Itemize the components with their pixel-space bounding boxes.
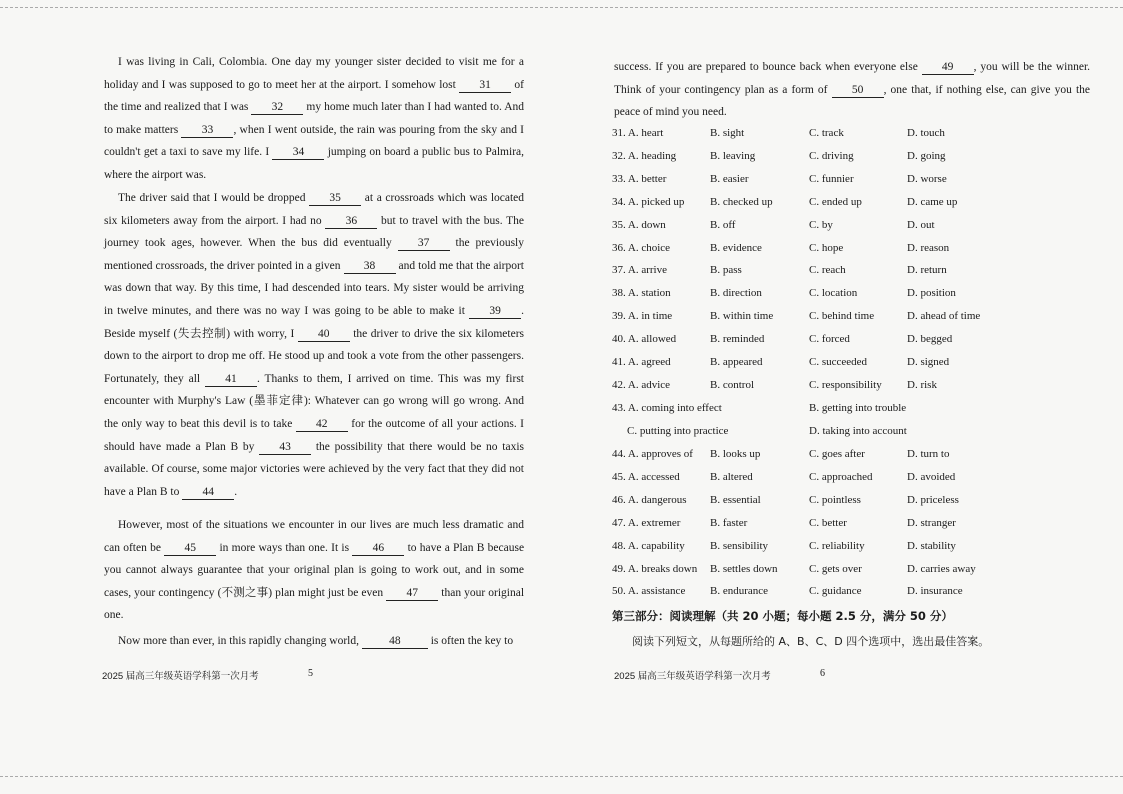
question-row	[612, 310, 1092, 330]
option-a[interactable]: 47. A. extremer	[612, 516, 681, 529]
option-c[interactable]: C. behind time	[809, 310, 875, 323]
option-d[interactable]: D. worse	[907, 172, 947, 185]
blank-37[interactable]: 37	[398, 237, 450, 251]
option-c[interactable]: C. putting into practice	[627, 425, 729, 437]
option-b[interactable]: B. checked up	[710, 195, 773, 208]
option-b[interactable]: B. reminded	[710, 333, 765, 346]
option-d[interactable]: D. risk	[907, 378, 937, 391]
option-d[interactable]: D. position	[907, 287, 956, 300]
question-row	[612, 585, 1092, 605]
page-footer: 2025 届高三年级英语学科第一次月考	[102, 671, 259, 682]
blank-31[interactable]: 31	[459, 79, 511, 93]
passage-paragraph-2: The driver said that I would be dropped 35 at a crossroads which was located six kilometers away from the airport. I had no 36 but to travel with the bus. The journey took ages, however. When the bus did eventually 37 the previously mentioned crossroads, the driver pointed in a given 38 and told me that the airport was down that way. By this time, I had descended into tears. My sister would be arriving in twelve minutes, and there was no way I was going to be able to make it 39 . Beside myself (失去控制) with worry, I 40 the driver to drive the six kilometers down to the airport to drop me off. He stood up and took a vote from the other passengers. Fortunately, they all 41 . Thanks to them, I arrived on time. This was my first encounter with Murphy's Law (墨菲定律): Whatever can go wrong will go wrong. And the only way to beat this devil is to take 42 for the outcome of all your actions. I should have made a Plan B by 43 the possibility that there would be no taxis available. Of course, some major victories were achieved by the very fact that they did not have a Plan B to 44 .	[104, 192, 525, 498]
option-d[interactable]: D. reason	[907, 241, 950, 254]
option-c[interactable]: C. driving	[809, 149, 854, 162]
option-b[interactable]: B. appeared	[710, 356, 763, 368]
question-row	[612, 448, 1092, 468]
option-b[interactable]: B. direction	[710, 287, 762, 300]
option-d[interactable]: D. return	[907, 264, 947, 277]
question-row	[612, 219, 1092, 239]
question-43	[612, 402, 1092, 422]
option-a[interactable]: 39. A. in time	[612, 310, 673, 323]
option-b[interactable]: B. looks up	[710, 448, 761, 460]
blank-41[interactable]: 41	[205, 373, 257, 387]
option-c[interactable]: C. funnier	[809, 172, 854, 185]
question-row	[612, 471, 1092, 491]
blank-43[interactable]: 43	[259, 441, 311, 455]
blank-33[interactable]: 33	[181, 124, 233, 138]
option-b[interactable]: B. endurance	[710, 585, 769, 598]
option-c[interactable]: C. ended up	[809, 195, 862, 208]
option-b[interactable]: B. evidence	[710, 241, 762, 254]
question-row	[612, 196, 1092, 216]
option-d[interactable]: D. turn to	[907, 448, 950, 460]
question-43-row-2	[612, 425, 1092, 445]
blank-49[interactable]: 49	[922, 61, 974, 75]
option-d[interactable]: D. priceless	[907, 493, 959, 506]
option-d[interactable]: D. ahead of time	[907, 310, 981, 323]
option-d[interactable]: D. avoided	[907, 470, 956, 483]
option-c[interactable]: C. forced	[809, 333, 850, 346]
option-a[interactable]: 38. A. station	[612, 287, 671, 300]
option-c[interactable]: C. hope	[809, 241, 844, 254]
option-b[interactable]: B. essential	[710, 493, 761, 506]
question-row	[612, 287, 1092, 307]
option-c[interactable]: C. responsibility	[809, 378, 882, 391]
option-d[interactable]: D. stability	[907, 539, 956, 552]
option-a[interactable]: 35. A. down	[612, 218, 666, 231]
passage-continuation: success. If you are prepared to bounce back when everyone else 49 , you will be the winner. Think of your contingency plan as a form of 50 , one that, if nothing else, can give you the peace of mind you need.	[614, 61, 1091, 119]
option-c[interactable]: C. track	[809, 127, 844, 139]
option-b[interactable]: B. sensibility	[710, 539, 769, 552]
option-d[interactable]: D. carries away	[907, 562, 976, 575]
option-b[interactable]: B. faster	[710, 516, 748, 529]
passage-paragraph-3: However, most of the situations we encounter in our lives are much less dramatic and can often be 45 in more ways than one. It is 46 to have a Plan B because you cannot always guarantee that your original plan is going to work out, and in some cases, your contingency (不测之事) plan might just be even 47 than your original one.	[104, 519, 525, 622]
section-title: 第三部分：阅读理解（共 20 小题；每小题 2.5 分，满分 50 分）	[612, 609, 953, 623]
option-d[interactable]: D. signed	[907, 356, 950, 368]
option-b[interactable]: B. getting into trouble	[809, 402, 907, 414]
option-c[interactable]: C. reach	[809, 264, 846, 277]
option-a[interactable]: 49. A. breaks down	[612, 562, 698, 575]
option-d[interactable]: D. came up	[907, 195, 958, 208]
option-c[interactable]: C. guidance	[809, 585, 862, 598]
option-d[interactable]: D. out	[907, 218, 935, 231]
question-row	[612, 517, 1092, 537]
question-row	[612, 333, 1092, 353]
question-row	[612, 127, 1092, 147]
option-c[interactable]: C. succeeded	[809, 356, 868, 368]
option-c[interactable]: C. goes after	[809, 448, 865, 460]
option-c[interactable]: C. approached	[809, 470, 873, 483]
blank-46[interactable]: 46	[352, 542, 404, 556]
option-d[interactable]: D. stranger	[907, 516, 956, 529]
question-row	[612, 242, 1092, 262]
option-c[interactable]: C. reliability	[809, 539, 865, 552]
blank-38[interactable]: 38	[344, 260, 396, 274]
option-d[interactable]: D. touch	[907, 127, 945, 139]
blank-32[interactable]: 32	[251, 101, 303, 115]
passage-paragraph-1: I was living in Cali, Colombia. One day my younger sister decided to visit me for a holiday and I was supposed to go to meet her at the airport. I somehow lost 31 of the time and realized that I was 32 my home much later than I had wanted to. And to make matters 33 , when I went outside, the rain was pouring from the sky and I couldn't get a taxi to save my life. I 34 jumping on board a public bus to Palmira, where the airport was.	[104, 56, 525, 181]
option-a[interactable]: 50. A. assistance	[612, 585, 686, 598]
blank-34[interactable]: 34	[272, 146, 324, 160]
blank-47[interactable]: 47	[386, 587, 438, 601]
option-a[interactable]: 32. A. heading	[612, 149, 677, 162]
question-row	[612, 150, 1092, 170]
question-row	[612, 563, 1092, 583]
option-b[interactable]: B. within time	[710, 310, 774, 323]
option-b[interactable]: B. pass	[710, 264, 742, 277]
option-d[interactable]: D. taking into account	[809, 425, 907, 437]
option-b[interactable]: B. control	[710, 378, 754, 391]
option-b[interactable]: B. off	[710, 218, 736, 231]
option-a[interactable]: 44. A. approves of	[612, 448, 693, 460]
option-a[interactable]: 43. A. coming into effect	[612, 402, 722, 414]
question-row	[612, 540, 1092, 560]
option-d[interactable]: D. going	[907, 149, 946, 162]
section-instruction: 阅读下列短文，从每题所给的 A、B、C、D 四个选项中，选出最佳答案。	[632, 635, 990, 648]
blank-48[interactable]: 48	[362, 635, 428, 649]
option-c[interactable]: C. location	[809, 287, 858, 300]
left-page	[0, 0, 560, 794]
blank-39[interactable]: 39	[469, 305, 521, 319]
option-a[interactable]: 45. A. accessed	[612, 470, 680, 483]
question-row	[612, 173, 1092, 193]
page-footer: 2025 届高三年级英语学科第一次月考	[614, 671, 771, 682]
option-c[interactable]: C. better	[809, 516, 847, 529]
question-row	[612, 494, 1092, 514]
option-d[interactable]: D. begged	[907, 333, 953, 346]
option-c[interactable]: C. gets over	[809, 562, 862, 575]
question-row	[612, 379, 1092, 399]
option-a[interactable]: 36. A. choice	[612, 241, 671, 254]
option-a[interactable]: 37. A. arrive	[612, 264, 667, 277]
option-a[interactable]: 31. A. heart	[612, 127, 664, 139]
option-b[interactable]: B. settles down	[710, 562, 778, 575]
option-a[interactable]: 48. A. capability	[612, 539, 685, 552]
option-a[interactable]: 41. A. agreed	[612, 356, 671, 368]
option-c[interactable]: C. by	[809, 218, 833, 231]
blank-35[interactable]: 35	[309, 192, 361, 206]
page-number: 6	[820, 668, 825, 679]
option-b[interactable]: B. easier	[710, 172, 749, 185]
blank-50[interactable]: 50	[832, 84, 884, 98]
blank-42[interactable]: 42	[296, 418, 348, 432]
option-a[interactable]: 40. A. allowed	[612, 333, 677, 346]
question-row	[612, 264, 1092, 284]
option-a[interactable]: 46. A. dangerous	[612, 493, 687, 506]
right-page	[562, 0, 1123, 794]
passage-paragraph-4: Now more than ever, in this rapidly changing world, 48 is often the key to	[118, 635, 514, 647]
blank-44[interactable]: 44	[182, 486, 234, 500]
blank-36[interactable]: 36	[325, 215, 377, 229]
page-number: 5	[308, 668, 313, 679]
option-c[interactable]: C. pointless	[809, 493, 861, 506]
option-a[interactable]: 33. A. better	[612, 172, 667, 185]
option-b[interactable]: B. leaving	[710, 149, 756, 162]
blank-40[interactable]: 40	[298, 328, 350, 342]
blank-45[interactable]: 45	[164, 542, 216, 556]
option-d[interactable]: D. insurance	[907, 585, 963, 598]
question-row	[612, 356, 1092, 376]
option-b[interactable]: B. sight	[710, 127, 745, 139]
option-a[interactable]: 42. A. advice	[612, 378, 671, 391]
option-b[interactable]: B. altered	[710, 470, 753, 483]
option-a[interactable]: 34. A. picked up	[612, 195, 685, 208]
